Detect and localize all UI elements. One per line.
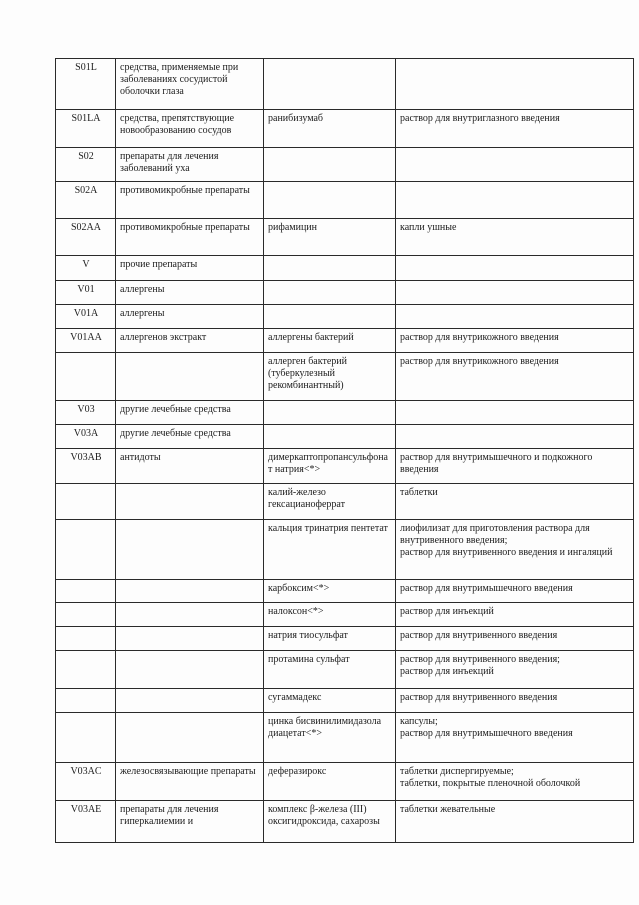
- atc-code-cell: [56, 627, 116, 651]
- drug-name-cell: карбоксим<*>: [264, 580, 396, 603]
- atc-code-cell: V03AE: [56, 801, 116, 843]
- dosage-form-cell: [396, 651, 634, 689]
- group-cell: антидоты: [116, 449, 264, 484]
- drug-name-cell: калий-железо гексацианоферрат: [264, 484, 396, 520]
- drug-name-cell: комплекс β-железа (III) оксигидроксида, сахарозы: [264, 801, 396, 843]
- table-row: [56, 110, 634, 148]
- dosage-form-line: раствор для внутримышечного и подкожного введения: [400, 452, 593, 476]
- atc-code-cell: V03AB: [56, 449, 116, 484]
- drug-name-cell: [264, 256, 396, 281]
- dosage-form-line: лиофилизат для приготовления раствора для внутривенного введения;: [400, 523, 590, 547]
- drug-name-cell: сугаммадекс: [264, 689, 396, 713]
- table-row: [56, 603, 634, 627]
- medicines-table: [55, 58, 634, 843]
- group-cell: аллергены: [116, 305, 264, 329]
- dosage-form-cell: [396, 763, 634, 801]
- table-row: [56, 801, 634, 843]
- drug-name-cell: натрия тиосульфат: [264, 627, 396, 651]
- dosage-form-cell: [396, 425, 634, 449]
- dosage-form-cell: [396, 449, 634, 484]
- table-row: [56, 713, 634, 763]
- dosage-form-line: раствор для внутривенного введения: [400, 692, 558, 703]
- atc-code-cell: V01AA: [56, 329, 116, 353]
- group-cell: другие лечебные средства: [116, 401, 264, 425]
- drug-name-cell: [264, 182, 396, 219]
- table-row: [56, 627, 634, 651]
- dosage-form-cell: [396, 110, 634, 148]
- group-cell: аллергенов экстракт: [116, 329, 264, 353]
- dosage-form-line: раствор для внутрикожного введения: [400, 356, 559, 367]
- drug-name-cell: димеркаптопропансульфонат натрия<*>: [264, 449, 396, 484]
- atc-code-cell: [56, 713, 116, 763]
- atc-code-cell: S02A: [56, 182, 116, 219]
- drug-name-cell: протамина сульфат: [264, 651, 396, 689]
- drug-name-cell: [264, 305, 396, 329]
- dosage-form-cell: [396, 329, 634, 353]
- table-row: [56, 281, 634, 305]
- atc-code-cell: [56, 651, 116, 689]
- table-row: [56, 182, 634, 219]
- atc-code-cell: V03A: [56, 425, 116, 449]
- group-cell: средства, препятствующие новообразованию сосудов: [116, 110, 264, 148]
- dosage-form-line: таблетки, покрытые пленочной оболочкой: [400, 778, 581, 790]
- group-cell: аллергены: [116, 281, 264, 305]
- table-row: [56, 256, 634, 281]
- dosage-form-line: раствор для внутриглазного введения: [400, 113, 560, 124]
- table-row: [56, 59, 634, 110]
- drug-name-cell: [264, 281, 396, 305]
- table-row: [56, 401, 634, 425]
- table-row: [56, 449, 634, 484]
- group-cell: прочие препараты: [116, 256, 264, 281]
- group-cell: другие лечебные средства: [116, 425, 264, 449]
- dosage-form-line: раствор для внутривенного введения и ингаляций: [400, 547, 613, 559]
- group-cell: [116, 484, 264, 520]
- group-cell: [116, 713, 264, 763]
- dosage-form-cell: [396, 627, 634, 651]
- atc-code-cell: S02: [56, 148, 116, 182]
- atc-code-cell: V03AC: [56, 763, 116, 801]
- group-cell: препараты для лечения гиперкалиемии и: [116, 801, 264, 843]
- dosage-form-cell: [396, 801, 634, 843]
- group-cell: противомикробные препараты: [116, 219, 264, 256]
- drug-name-cell: кальция тринатрия пентетат: [264, 520, 396, 580]
- atc-code-cell: V01A: [56, 305, 116, 329]
- dosage-form-line: раствор для внутримышечного введения: [400, 583, 573, 594]
- drug-name-cell: [264, 148, 396, 182]
- table-row: [56, 305, 634, 329]
- dosage-form-line: раствор для внутривенного введения: [400, 630, 558, 641]
- dosage-form-cell: [396, 281, 634, 305]
- group-cell: противомикробные препараты: [116, 182, 264, 219]
- dosage-form-cell: [396, 603, 634, 627]
- dosage-form-cell: [396, 148, 634, 182]
- dosage-form-cell: [396, 305, 634, 329]
- drug-name-cell: ранибизумаб: [264, 110, 396, 148]
- table-row: [56, 763, 634, 801]
- table-row: [56, 689, 634, 713]
- dosage-form-line: таблетки: [400, 487, 438, 498]
- atc-code-cell: [56, 520, 116, 580]
- group-cell: [116, 689, 264, 713]
- drug-name-cell: [264, 401, 396, 425]
- dosage-form-line: раствор для внутримышечного введения: [400, 728, 573, 740]
- group-cell: [116, 580, 264, 603]
- dosage-form-line: раствор для внутрикожного введения: [400, 332, 559, 343]
- dosage-form-cell: [396, 353, 634, 401]
- atc-code-cell: V03: [56, 401, 116, 425]
- dosage-form-cell: [396, 484, 634, 520]
- dosage-form-cell: [396, 182, 634, 219]
- dosage-form-cell: [396, 401, 634, 425]
- dosage-form-line: капли ушные: [400, 222, 457, 233]
- atc-code-cell: S01L: [56, 59, 116, 110]
- dosage-form-cell: [396, 689, 634, 713]
- dosage-form-line: раствор для инъекций: [400, 666, 494, 678]
- table-row: [56, 425, 634, 449]
- table-row: [56, 148, 634, 182]
- group-cell: средства, применяемые при заболеваниях сосудистой оболочки глаза: [116, 59, 264, 110]
- group-cell: [116, 520, 264, 580]
- group-cell: препараты для лечения заболеваний уха: [116, 148, 264, 182]
- table-row: [56, 580, 634, 603]
- dosage-form-cell: [396, 59, 634, 110]
- atc-code-cell: [56, 353, 116, 401]
- atc-code-cell: S01LA: [56, 110, 116, 148]
- dosage-form-cell: [396, 256, 634, 281]
- dosage-form-line: раствор для инъекций: [400, 606, 494, 617]
- atc-code-cell: V01: [56, 281, 116, 305]
- drug-name-cell: рифамицин: [264, 219, 396, 256]
- atc-code-cell: [56, 484, 116, 520]
- dosage-form-cell: [396, 219, 634, 256]
- atc-code-cell: [56, 580, 116, 603]
- dosage-form-line: таблетки диспергируемые;: [400, 766, 514, 777]
- drug-name-cell: налоксон<*>: [264, 603, 396, 627]
- atc-code-cell: [56, 689, 116, 713]
- table-row: [56, 520, 634, 580]
- table-row: [56, 484, 634, 520]
- dosage-form-line: капсулы;: [400, 716, 438, 727]
- drug-name-cell: [264, 59, 396, 110]
- dosage-form-cell: [396, 713, 634, 763]
- dosage-form-line: раствор для внутривенного введения;: [400, 654, 560, 665]
- drug-name-cell: [264, 425, 396, 449]
- table-row: [56, 219, 634, 256]
- group-cell: [116, 353, 264, 401]
- group-cell: [116, 651, 264, 689]
- drug-name-cell: деферазирокс: [264, 763, 396, 801]
- group-cell: железосвязывающие препараты: [116, 763, 264, 801]
- atc-code-cell: V: [56, 256, 116, 281]
- table-row: [56, 353, 634, 401]
- dosage-form-cell: [396, 520, 634, 580]
- group-cell: [116, 603, 264, 627]
- drug-name-cell: аллергены бактерий: [264, 329, 396, 353]
- dosage-form-line: таблетки жевательные: [400, 804, 496, 815]
- drug-name-cell: цинка бисвинилимидазола диацетат<*>: [264, 713, 396, 763]
- group-cell: [116, 627, 264, 651]
- dosage-form-cell: [396, 580, 634, 603]
- table-row: [56, 329, 634, 353]
- drug-name-cell: аллерген бактерий (туберкулезный рекомбинантный): [264, 353, 396, 401]
- table-row: [56, 651, 634, 689]
- atc-code-cell: S02AA: [56, 219, 116, 256]
- atc-code-cell: [56, 603, 116, 627]
